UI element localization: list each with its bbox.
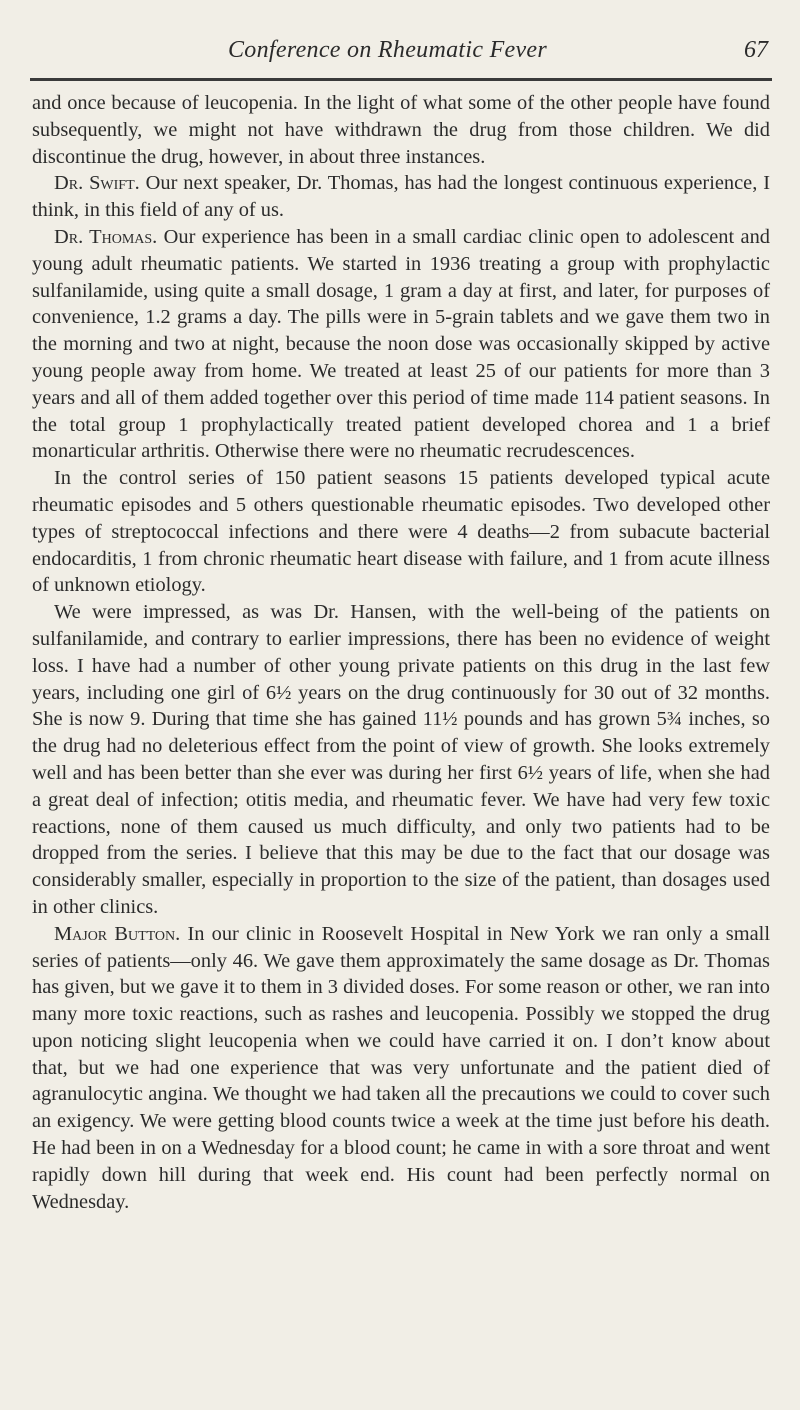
header-rule bbox=[30, 78, 772, 81]
paragraph bbox=[32, 90, 770, 170]
page-number: 67 bbox=[744, 37, 768, 63]
paragraph bbox=[32, 465, 770, 599]
paragraph-text: In our clinic in Roosevelt Hospital in New York we ran only a small series of patients—only 46. We gave them approximately the same dosage as Dr. Thomas has given, but we gave it to them in 3 divided doses. For some reason or other, we ran into many more toxic reactions, such as rashes and leucopenia. Possibly we stopped the drug upon noticing slight leucopenia when we could have carried it on. I don’t know about that, but we had one experience that was very unfortunate and the patient died of agranulocytic angina. We thought we had taken all the precautions we could to cover such an exigency. We were getting blood counts twice a week at the time just before his death. He had been in on a Wednesday for a blood count; he came in with a sore throat and went rapidly down hill during that week end. His count had been perfectly normal on Wednesday. bbox=[32, 922, 770, 1213]
running-title: Conference on Rheumatic Fever bbox=[228, 37, 548, 63]
speaker-name: Dr. Thomas. bbox=[54, 225, 158, 248]
paragraph-text: and once because of leucopenia. In the light of what some of the other people have found subsequently, we might not have withdrawn the drug from those children. We did discontinue the drug, however, in about three instances. bbox=[32, 92, 770, 168]
body-text bbox=[32, 90, 770, 1215]
paragraph bbox=[32, 599, 770, 921]
paragraph-text: Our experience has been in a small cardiac clinic open to adolescent and young adult rheumatic patients. We started in 1936 treating a group with prophylactic sulfanilamide, using quite a small dosage, 1 gram a day at first, and later, for purposes of convenience, 1.2 grams a day. The pills were in 5-grain tablets and we gave them two in the morning and two at night, because the noon dose was occasionally skipped by active young people away from home. We treated at least 25 of our patients for more than 3 years and all of them added together over this period of time made 114 patient seasons. In the total group 1 prophylactically treated patient developed chorea and 1 a brief monarticular arthritis. Otherwise there were no rheumatic recrudescences. bbox=[32, 225, 770, 463]
paragraph-text: We were impressed, as was Dr. Hansen, with the well-being of the patients on sulfanilamide, and contrary to earlier impressions, there has been no evidence of weight loss. I have had a number of other young private patients on this drug in the last few years, including one girl of 6½ years on the drug continuously for 30 out of 32 months. She is now 9. During that time she has gained 11½ pounds and has grown 5¾ inches, so the drug had no deleterious effect from the point of view of growth. She looks extremely well and has been better than she ever was during her first 6½ years of life, when she had a great deal of infection; otitis media, and rheumatic fever. We have had very few toxic reactions, none of them caused us much difficulty, and only two patients had to be dropped from the series. I believe that this may be due to the fact that our dosage was considerably smaller, especially in proportion to the size of the patient, than dosages used in other clinics. bbox=[32, 601, 770, 918]
paragraph bbox=[32, 224, 770, 465]
paragraph bbox=[32, 921, 770, 1216]
paragraph-text: Our next speaker, Dr. Thomas, has had the longest continuous experience, I think, in this field of any of us. bbox=[32, 172, 771, 222]
speaker-name: Major Button. bbox=[54, 922, 181, 945]
speaker-name: Dr. Swift. bbox=[54, 172, 140, 195]
paragraph bbox=[32, 170, 770, 224]
paragraph-text: In the control series of 150 patient seasons 15 patients developed typical acute rheumatic episodes and 5 others questionable rheumatic episodes. Two developed other types of streptococcal infections and there were 4 deaths—2 from subacute bacterial endocarditis, 1 from chronic rheumatic heart disease with failure, and 1 from acute illness of unknown etiology. bbox=[32, 467, 770, 597]
